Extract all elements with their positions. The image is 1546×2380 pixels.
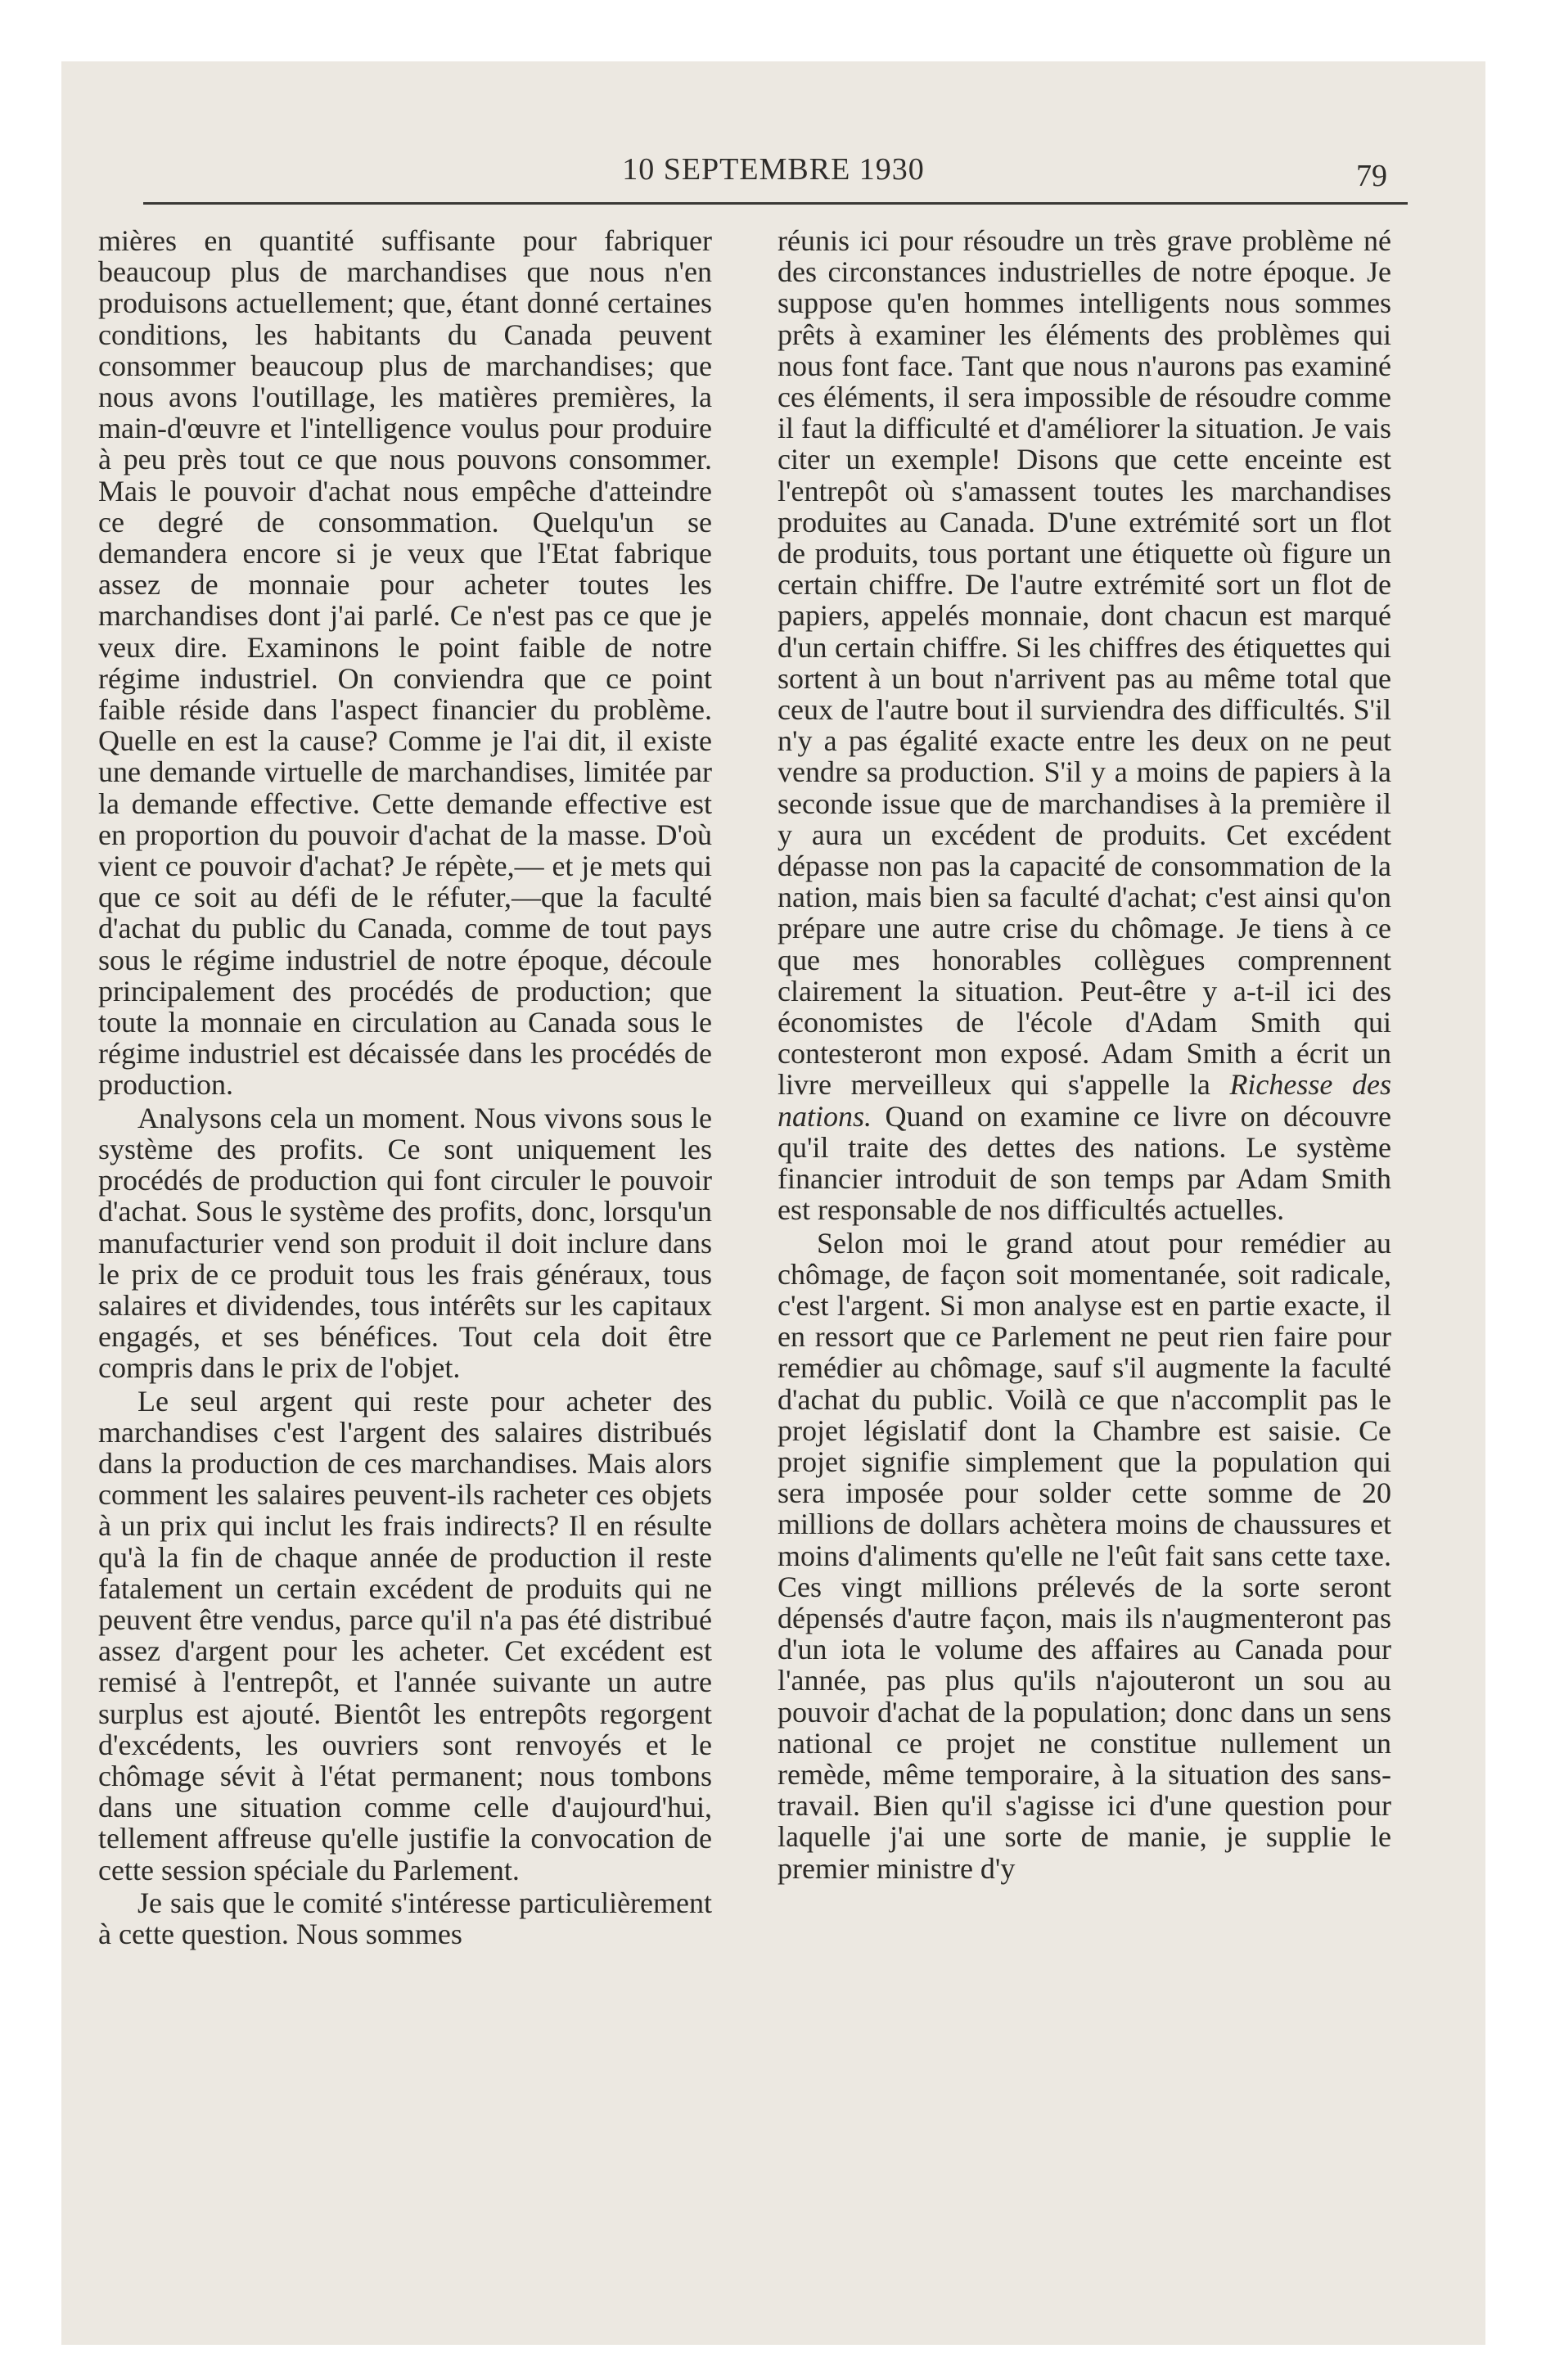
header-rule (143, 202, 1408, 205)
right-paragraph-1-tail: Quand on examine ce livre on découvre qu'il traite des dettes des nations. Le système financier introduit de son temps par Adam Smith est responsable de nos difficultés actuelles. (778, 1099, 1391, 1227)
running-title: 10 SEPTEMBRE 1930 (622, 152, 925, 187)
left-paragraph-4: Je sais que le comité s'intéresse particulièrement à cette question. Nous sommes (98, 1886, 712, 1950)
right-paragraph-1 (778, 225, 1391, 1226)
right-paragraph-1-text: réunis ici pour résoudre un très grave problème né des circonstances industrielles de notre époque. Je suppose qu'en hommes intelligents nous sommes prêts à examiner les éléments des problèmes qui nous font face. Tant que nous n'aurons pas examiné ces éléments, il sera impossible de résoudre comme il faut la difficulté et d'améliorer la situation. Je vais citer un exemple! Disons que cette enceinte est l'entrepôt où s'amassent toutes les marchandises produites au Canada. D'une extrémité sort un flot de produits, tous portant une étiquette où figure un certain chiffre. De l'autre extrémité sort un flot de papiers, appelés monnaie, dont chacun est marqué d'un certain chiffre. Si les chiffres des étiquettes qui sortent à un bout n'arrivent pas au même total que ceux de l'autre bout il surviendra des difficultés. S'il n'y a pas égalité exacte entre les deux on ne peut vendre sa production. S'il y a moins de papiers à la seconde issue que de marchandises à la première il y aura un excédent de produits. Cet excédent dépasse non pas la capacité de consommation de la nation, mais bien sa faculté d'achat; c'est ainsi qu'on prépare une autre crise du chômage. Je tiens à ce que mes honorables collègues comprennent clairement la situation. Peut-être y a-t-il ici des économistes de l'école d'Adam Smith qui contesteront mon exposé. Adam Smith a écrit un livre merveilleux qui s'appelle la (778, 224, 1391, 1102)
book-title: Richesse des nations. (778, 1068, 1391, 1133)
right-paragraph-2: Selon moi le grand atout pour remédier au chômage, de façon soit momentanée, soit radicale, c'est l'argent. Si mon analyse est en partie exacte, il en ressort que ce Parlement ne peut rien faire pour remédier au chômage, sauf s'il augmente la faculté d'achat du public. Voilà ce que n'accomplit pas le projet législatif dont la Chambre est saisie. Ce projet signifie simplement que la population qui sera imposée pour solder cette somme de 20 millions de dollars achètera moins de chaussures et moins d'aliments qu'elle ne l'eût fait sans cette taxe. Ces vingt millions prélevés de la sorte seront dépensés d'autre façon, mais ils n'augmenteront pas d'un iota le volume des affaires au Canada pour l'année, pas plus qu'ils n'ajouteront un sou au pouvoir d'achat de la population; donc dans un sens national ce projet ne constitue nullement un remède, même temporaire, à la situation des sans-travail. Bien qu'il s'agisse ici d'une question pour laquelle j'ai une sorte de manie, je supplie le premier ministre d'y (778, 1226, 1391, 1885)
left-paragraph-1: mières en quantité suffisante pour fabriquer beaucoup plus de marchandises que nous n'en produisons actuellement; que, étant donné certaines conditions, les habitants du Canada peuvent consommer beaucoup plus de marchandises; que nous avons l'outillage, les matières premières, la main-d'œuvre et l'intelligence voulus pour produire à peu près tout ce que nous pouvons consommer. Mais le pouvoir d'achat nous empêche d'atteindre ce degré de consommation. Quelqu'un se demandera encore si je veux que l'Etat fabrique assez de monnaie pour acheter toutes les marchandises dont j'ai parlé. Ce n'est pas ce que je veux dire. Examinons le point faible de notre régime industriel. On conviendra que ce point faible réside dans l'aspect financier du problème. Quelle en est la cause? Comme je l'ai dit, il existe une demande virtuelle de marchandises, limitée par la demande effective. Cette demande effective est en proportion du pouvoir d'achat de la masse. D'où vient ce pouvoir d'achat? Je répète,— et je mets qui que ce soit au défi de le réfuter,—que la faculté d'achat du public du Canada, comme de tout pays sous le régime industriel de notre époque, découle principalement des procédés de production; que toute la monnaie en circulation au Canada sous le régime industriel est décaissée dans les procédés de production. (98, 224, 712, 1102)
left-paragraph-2: Analysons cela un moment. Nous vivons sous le système des profits. Ce sont uniquement les procédés de production qui font circuler le pouvoir d'achat. Sous le système des profits, donc, lorsqu'un manufacturier vend son produit il doit inclure dans le prix de ce produit tous les frais généraux, tous salaires et dividendes, tous intérêts sur les capitaux engagés, et ses bénéfices. Tout cela doit être compris dans le prix de l'objet. (98, 1101, 712, 1385)
page-header (61, 151, 1485, 201)
scanned-page (61, 61, 1485, 2345)
left-paragraph-3: Le seul argent qui reste pour acheter des marchandises c'est l'argent des salaires distribués dans la production de ces marchandises. Mais alors comment les salaires peuvent-ils racheter ces objets à un prix qui inclut les frais indirects? Il en résulte qu'à la fin de chaque année de production il reste fatalement un certain excédent de produits qui ne peuvent être vendus, parce qu'il n'a pas été distribué assez d'argent pour les acheter. Cet excédent est remisé à l'entrepôt, et l'année suivante un autre surplus est ajouté. Bientôt les entrepôts regorgent d'excédents, les ouvriers sont renvoyés et le chômage sévit à l'état permanent; nous tombons dans une situation comme celle d'aujourd'hui, tellement affreuse qu'elle justifie la convocation de cette session spéciale du Parlement. (98, 1384, 712, 1886)
left-column (98, 225, 712, 1950)
right-column (778, 225, 1391, 1884)
page-number: 79 (1356, 159, 1387, 193)
